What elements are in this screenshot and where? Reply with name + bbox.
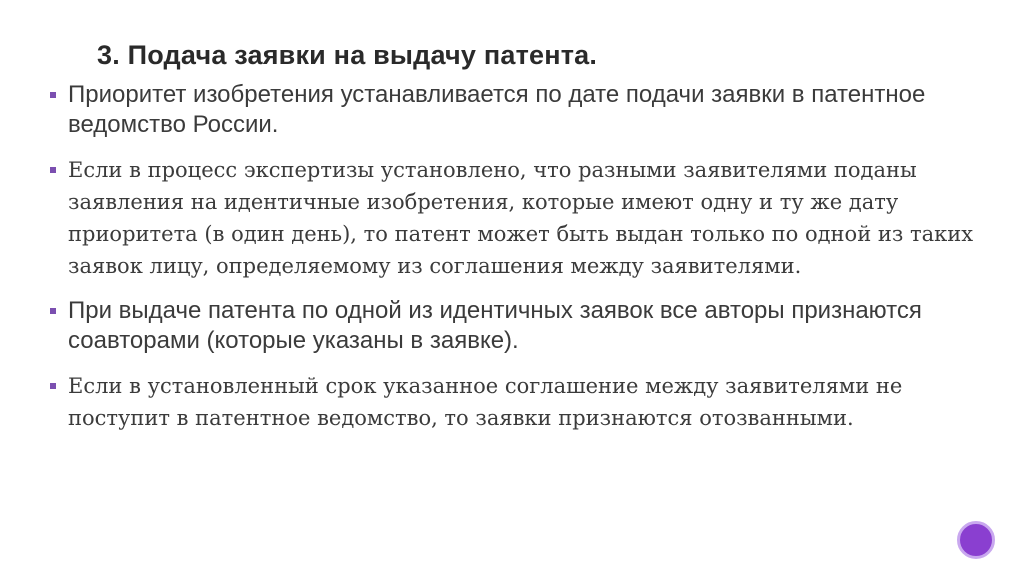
bullet-square-icon	[50, 92, 56, 98]
slide-nav-button[interactable]	[957, 521, 995, 559]
slide-title: 3. Подача заявки на выдачу патента.	[97, 40, 598, 70]
bullet-text: Если в установленный срок указанное соглашение между заявителями не поступит в патентное ведомство, то заявки признаются отозванными.	[68, 374, 903, 430]
bullet-text: При выдаче патента по одной из идентичных заявок все авторы признаются соавторами (которые указаны в заявке).	[68, 297, 922, 354]
bullet-square-icon	[50, 383, 56, 389]
bullet-square-icon	[50, 308, 56, 314]
bullet-item-identical-applications	[50, 154, 980, 282]
bullet-item-priority	[50, 80, 980, 140]
bullet-item-coauthors	[50, 296, 980, 356]
bullet-text: Если в процесс экспертизы установлено, что разными заявителями поданы заявления на идентичные изобретения, которые имеют одну и ту же дату приоритета (в один день), то патент может быть выдан только по одной из таких заявок лицу, определяемому из соглашения между заявителями.	[68, 158, 974, 278]
bullet-list	[50, 80, 980, 434]
bullet-square-icon	[50, 167, 56, 173]
bullet-item-withdrawn	[50, 370, 980, 434]
bullet-text: Приоритет изобретения устанавливается по дате подачи заявки в патентное ведомство России.	[68, 81, 926, 138]
